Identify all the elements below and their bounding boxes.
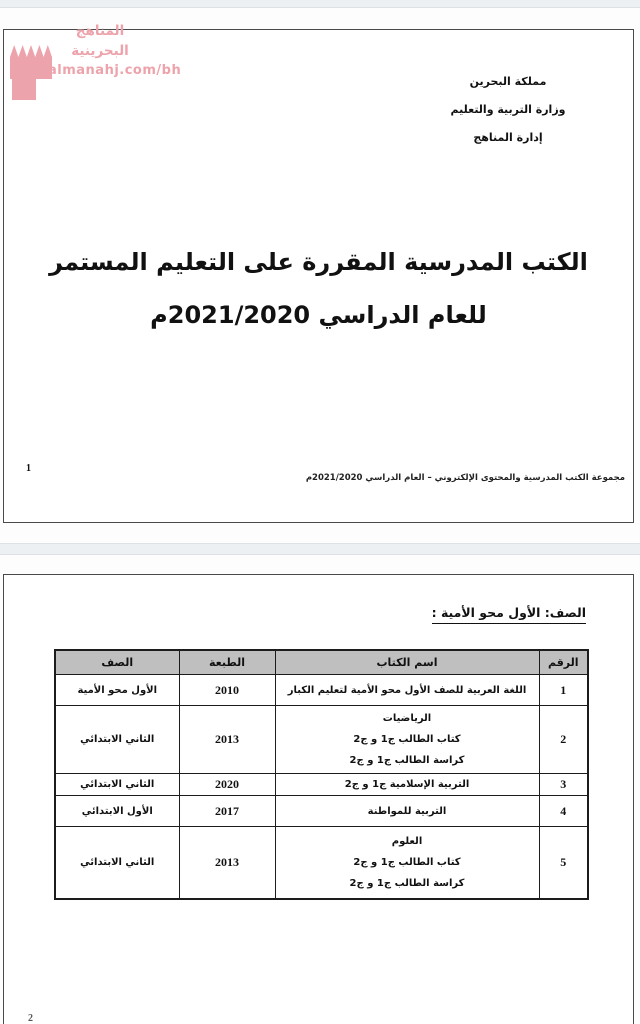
document-title (4, 236, 633, 342)
almanahj-site-name-line2: البحرينية (71, 43, 129, 59)
cell-book-name (275, 706, 539, 774)
cell-book-name (275, 827, 539, 899)
table-header-row (55, 650, 588, 675)
table-row (55, 706, 588, 774)
book-line: العلوم (391, 835, 423, 847)
cell-grade: الثاني الابتدائي (55, 706, 179, 774)
book-line: كراسة الطالب ج1 و ج2 (349, 755, 465, 766)
column-header-book-name: اسم الكتاب (275, 650, 539, 675)
cell-grade: الثاني الابتدائي (55, 827, 179, 899)
page-gap-strip (0, 543, 640, 555)
page-footer-text: مجموعة الكتب المدرسية والمحتوى الإلكتروني – العام الدراسي 2021/2020م (305, 473, 625, 483)
cell-grade: الأول الابتدائي (55, 796, 179, 827)
section-heading: الصف: الأول محو الأمية : (432, 605, 586, 624)
book-line: الرياضيات (382, 713, 432, 724)
ministry-header (413, 68, 603, 152)
table-row (55, 774, 588, 796)
cell-book-name (275, 675, 539, 706)
table-row (55, 796, 588, 827)
page-number-1: 1 (26, 463, 31, 474)
almanahj-site-name-line1: المناهج (75, 23, 125, 39)
book-line: التربية للمواطنة (367, 805, 447, 817)
book-line: كتاب الطالب ج1 و ج2 (353, 734, 461, 745)
cell-grade: الأول محو الأمية (55, 675, 179, 706)
cell-book-name (275, 774, 539, 796)
cell-number: 5 (539, 827, 588, 899)
ministry-line-ministry: وزارة التربية والتعليم (450, 103, 566, 116)
document-title-line2: للعام الدراسي 2021/2020م (150, 301, 487, 329)
page-gap-strip-top (0, 0, 640, 8)
almanahj-watermark (10, 20, 190, 108)
books-table (54, 649, 589, 900)
cell-book-name (275, 796, 539, 827)
cell-number: 2 (539, 706, 588, 774)
almanahj-url: almanahj.com/bh (48, 63, 182, 78)
ministry-line-directorate: إدارة المناهج (473, 131, 543, 144)
cell-number: 1 (539, 675, 588, 706)
cell-number: 4 (539, 796, 588, 827)
column-header-edition: الطبعة (179, 650, 275, 675)
book-line: التربية الإسلامية ج1 و ج2 (344, 779, 470, 790)
cell-edition: 2010 (179, 675, 275, 706)
document-title-line1: الكتب المدرسية المقررة على التعليم المستمر (49, 248, 588, 276)
cell-edition: 2013 (179, 827, 275, 899)
cell-edition: 2017 (179, 796, 275, 827)
book-line: كتاب الطالب ج1 و ج2 (353, 856, 461, 868)
ministry-line-kingdom: مملكة البحرين (469, 75, 547, 88)
cell-edition: 2020 (179, 774, 275, 796)
column-header-grade: الصف (55, 650, 179, 675)
almanahj-site-name (68, 21, 132, 61)
table-row (55, 827, 588, 899)
table-row (55, 675, 588, 706)
book-line: اللغة العربية للصف الأول محو الأمية لتعليم الكبار (287, 684, 527, 696)
cell-grade: الثاني الابتدائي (55, 774, 179, 796)
column-header-number: الرقم (539, 650, 588, 675)
document-page-2 (3, 574, 634, 1024)
page-number-2: 2 (28, 1013, 33, 1024)
almanahj-flag-icon (10, 42, 52, 100)
cell-edition: 2013 (179, 706, 275, 774)
cell-number: 3 (539, 774, 588, 796)
book-line: كراسة الطالب ج1 و ج2 (349, 877, 465, 889)
